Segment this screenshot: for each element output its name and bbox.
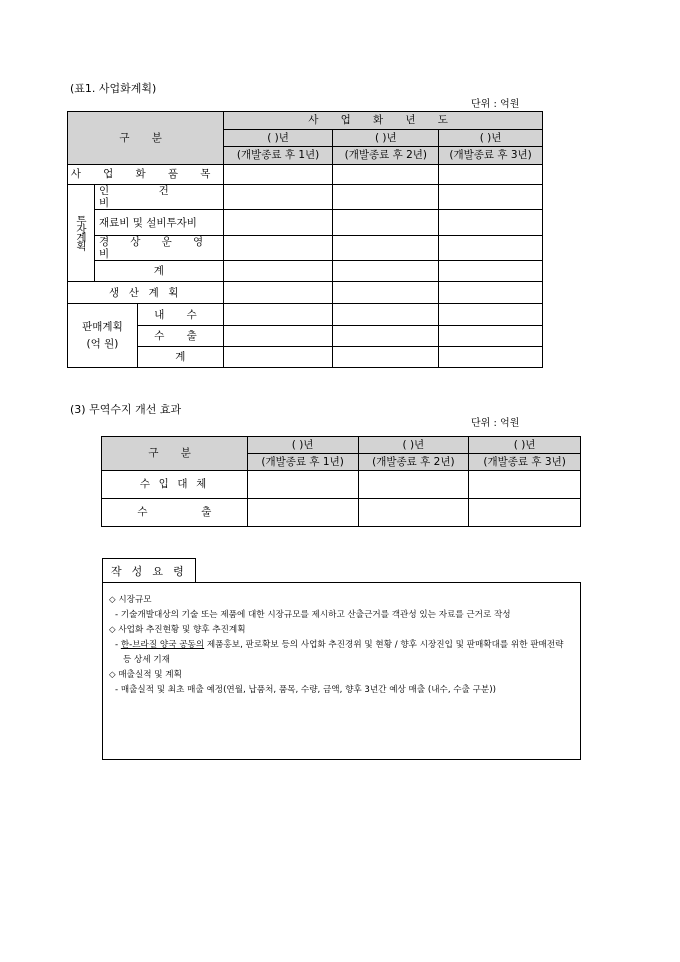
cell[interactable] [333, 236, 439, 261]
cell[interactable] [358, 499, 469, 527]
table-row [68, 282, 543, 304]
table1-caption: (표1. 사업화계획) [70, 82, 157, 95]
guide-item-head: ◇ 사업화 추진현황 및 향후 추진계획 [109, 625, 246, 635]
cell[interactable] [439, 210, 543, 236]
cell[interactable] [223, 236, 333, 261]
table1-unit: 단위 : 억원 [471, 99, 520, 110]
guide-title: 작 성 요 령 [102, 558, 196, 583]
row-label-invest-total: 계 [94, 261, 223, 282]
row-label-domestic: 내 수 [137, 304, 223, 326]
cell[interactable] [333, 282, 439, 304]
cell[interactable] [333, 304, 439, 326]
guide-underlined-text: 한-브라질 양국 공동의 [120, 640, 205, 650]
cell[interactable] [439, 282, 543, 304]
year2-label: ( )년 [358, 437, 469, 454]
table2-unit: 단위 : 억원 [471, 418, 520, 429]
table2-caption: (3) 무역수지 개선 효과 [70, 403, 182, 416]
cell[interactable] [439, 326, 543, 347]
cell[interactable] [439, 261, 543, 282]
cell[interactable] [358, 471, 469, 499]
cell[interactable] [439, 165, 543, 185]
trade-balance-table [101, 436, 581, 527]
year2-label: ( )년 [333, 130, 439, 147]
table-row [68, 165, 543, 185]
header-business-years: 사 업 화 년 도 [223, 112, 542, 130]
cell[interactable] [439, 304, 543, 326]
row-label-sales-total: 계 [137, 347, 223, 368]
cell[interactable] [223, 185, 333, 210]
guide-item-body-rest: 제품홍보, 판로확보 등의 사업화 추진경위 및 현황 / 향후 시장진입 및 판매확대를 위한 판매전략 등 상세 기재 [123, 640, 564, 665]
row-label-operating: 경 상 운 영 비 [94, 236, 223, 261]
cell[interactable] [223, 304, 333, 326]
row-label-product: 사 업 화 품 목 [68, 165, 224, 185]
row-label-export: 수 출 [102, 499, 248, 527]
guide-item-body: - 매출실적 및 최초 매출 예정(연월, 납품처, 품목, 수량, 금액, 향후 3년간 예상 매출 (내수, 수출 구분)) [115, 685, 496, 695]
row-label-material: 재료비 및 설비투자비 [94, 210, 223, 236]
cell[interactable] [469, 499, 581, 527]
cell[interactable] [333, 210, 439, 236]
cell[interactable] [439, 236, 543, 261]
cell[interactable] [333, 165, 439, 185]
year1-sub: (개발종료 후 1년) [247, 454, 358, 471]
row-label-export: 수 출 [137, 326, 223, 347]
table-row [102, 499, 581, 527]
row-label-labor: 인 건 비 [94, 185, 223, 210]
year3-sub: (개발종료 후 3년) [439, 147, 543, 165]
row-label-import-substitution: 수 입 대 체 [102, 471, 248, 499]
table-row [102, 471, 581, 499]
cell[interactable] [223, 282, 333, 304]
row-label-production: 생 산 계 획 [68, 282, 224, 304]
table-row [68, 210, 543, 236]
table-row [68, 185, 543, 210]
guide-item-body: - 기술개발대상의 기술 또는 제품에 대한 시장규모를 제시하고 산출근거를 객관성 있는 자료를 근거로 작성 [115, 610, 511, 620]
invest-group-label: 투자계획 [75, 214, 87, 249]
row-group-invest [68, 185, 95, 282]
year3-sub: (개발종료 후 3년) [469, 454, 581, 471]
cell[interactable] [333, 185, 439, 210]
header-category: 구 분 [68, 112, 224, 165]
table-row [68, 326, 543, 347]
year3-label: ( )년 [469, 437, 581, 454]
table-row [68, 347, 543, 368]
guide-item-body: - 한-브라질 양국 공동의 제품홍보, 판로확보 등의 사업화 추진경위 및 현황 / 향후 시장진입 및 판매확대를 위한 판매전략 등 상세 기재 [115, 640, 564, 665]
year1-sub: (개발종료 후 1년) [223, 147, 333, 165]
cell[interactable] [223, 347, 333, 368]
year1-label: ( )년 [247, 437, 358, 454]
table-row [68, 236, 543, 261]
writing-guide-box [102, 582, 581, 760]
table-row [68, 261, 543, 282]
row-group-sales: 판매계획 (억 원) [68, 304, 138, 368]
table-row [68, 304, 543, 326]
cell[interactable] [333, 261, 439, 282]
year3-label: ( )년 [439, 130, 543, 147]
business-plan-table [67, 111, 543, 368]
cell[interactable] [223, 261, 333, 282]
cell[interactable] [333, 326, 439, 347]
cell[interactable] [469, 471, 581, 499]
cell[interactable] [439, 347, 543, 368]
year2-sub: (개발종료 후 2년) [358, 454, 469, 471]
guide-item-head: ◇ 매출실적 및 계획 [109, 670, 182, 680]
year2-sub: (개발종료 후 2년) [333, 147, 439, 165]
cell[interactable] [223, 165, 333, 185]
guide-item-head: ◇ 시장규모 [109, 595, 152, 605]
cell[interactable] [439, 185, 543, 210]
header-category: 구 분 [102, 437, 248, 471]
cell[interactable] [333, 347, 439, 368]
cell[interactable] [247, 471, 358, 499]
cell[interactable] [223, 326, 333, 347]
cell[interactable] [223, 210, 333, 236]
year1-label: ( )년 [223, 130, 333, 147]
cell[interactable] [247, 499, 358, 527]
